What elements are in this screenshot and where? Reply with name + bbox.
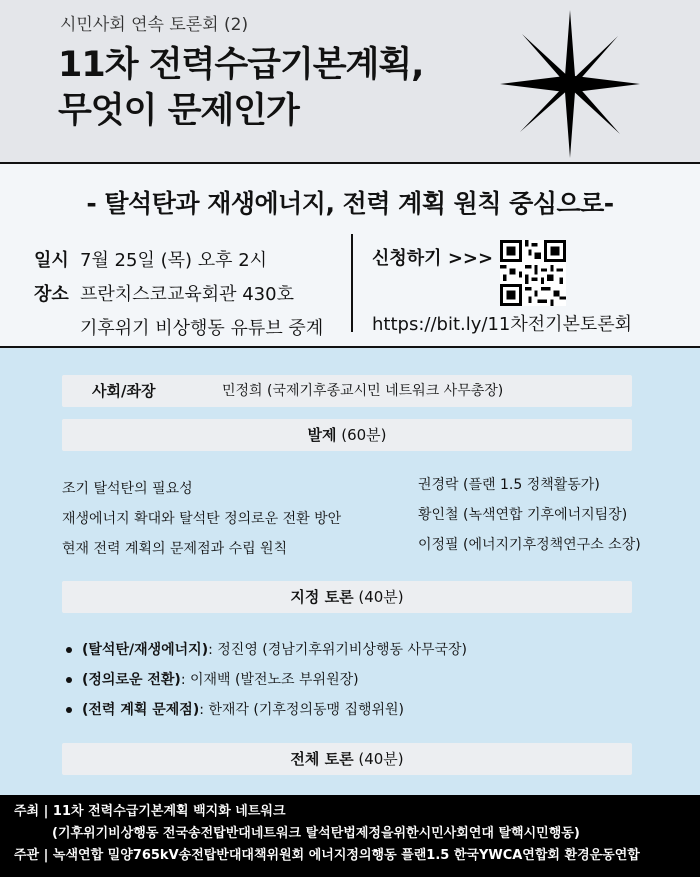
open-discussion-header — [62, 743, 632, 775]
bullet-icon — [66, 677, 72, 683]
header-section — [0, 0, 700, 162]
panel-speaker: : 한재각 (기후정의동맹 집행위원) — [199, 702, 405, 718]
presentation-speaker: 권경락 (플랜 1.5 정책활동가) — [418, 477, 600, 493]
open-discussion-label: 전체 토론 — [290, 750, 354, 768]
panel-time: (40분) — [358, 588, 404, 606]
page-title — [58, 42, 423, 134]
moderator-value: 민정희 (국제기후종교시민 네트워크 사무총장) — [222, 383, 504, 399]
registration-link[interactable]: https://bit.ly/11차전기본토론회 — [372, 314, 633, 335]
moderator-label: 사회/좌장 — [92, 382, 156, 400]
open-discussion-time: (40분) — [358, 750, 404, 768]
panel-speaker: : 이재백 (발전노조 부위원장) — [180, 672, 359, 688]
presentation-topic: 현재 전력 계획의 문제점과 수립 원칙 — [62, 541, 288, 557]
list-item — [62, 695, 467, 725]
host-members: (기후위기비상행동 전국송전탑반대네트워크 탈석탄법제정을위한시민사회연대 탈핵시민행동) — [52, 826, 580, 841]
place-label: 장소 — [34, 284, 69, 305]
event-info-band — [0, 162, 700, 348]
panel-speaker: : 정진영 (경남기후위기비상행동 사무국장) — [208, 642, 468, 658]
date-label: 일시 — [34, 250, 69, 271]
panel-topic: (전력 계획 문제점) — [82, 702, 200, 718]
presentation-header — [62, 419, 632, 451]
moderator-bar — [62, 375, 632, 407]
presentation-speaker: 이정필 (에너지기후정책연구소 소장) — [418, 537, 641, 553]
series-label: 시민사회 연속 토론회 (2) — [60, 15, 249, 35]
title-line-2: 무엇이 문제인가 — [58, 91, 299, 131]
place-value: 프란치스코교육회관 430호 — [80, 284, 294, 305]
organizer-line: 주관 | 녹색연합 밀양765kV송전탑반대대책위원회 에너지정의행동 플랜1.5 한국YWCA연합회 환경운동연합 — [14, 848, 640, 863]
list-item — [62, 635, 467, 665]
event-details — [34, 244, 323, 346]
panel-header — [62, 581, 632, 613]
title-line-1: 11차 전력수급기본계획, — [58, 45, 424, 85]
presentation-label: 발제 — [307, 426, 337, 444]
star-icon — [500, 10, 640, 158]
stream-value: 기후위기 비상행동 유튜브 중계 — [80, 318, 324, 339]
bullet-icon — [66, 707, 72, 713]
panel-topic: (탈석탄/재생에너지) — [82, 642, 209, 658]
list-item — [62, 665, 467, 695]
divider — [351, 234, 353, 332]
panel-list — [62, 635, 467, 725]
presentation-time: (60분) — [341, 426, 387, 444]
bullet-icon — [66, 647, 72, 653]
presentation-speaker: 황인철 (녹색연합 기후에너지팀장) — [418, 507, 628, 523]
subtitle: - 탈석탄과 재생에너지, 전력 계획 원칙 중심으로- — [86, 189, 614, 218]
footer — [0, 795, 700, 877]
presentation-topic: 조기 탈석탄의 필요성 — [62, 481, 193, 497]
panel-topic: (정의로운 전환) — [82, 672, 181, 688]
host-line: 주최 | 11차 전력수급기본계획 백지화 네트워크 — [14, 804, 286, 819]
date-value: 7월 25일 (목) 오후 2시 — [80, 250, 268, 271]
qr-code-icon[interactable] — [500, 240, 566, 306]
apply-label: 신청하기 >>> — [372, 248, 494, 269]
presentation-topic: 재생에너지 확대와 탈석탄 정의로운 전환 방안 — [62, 511, 342, 527]
panel-label: 지정 토론 — [290, 588, 354, 606]
